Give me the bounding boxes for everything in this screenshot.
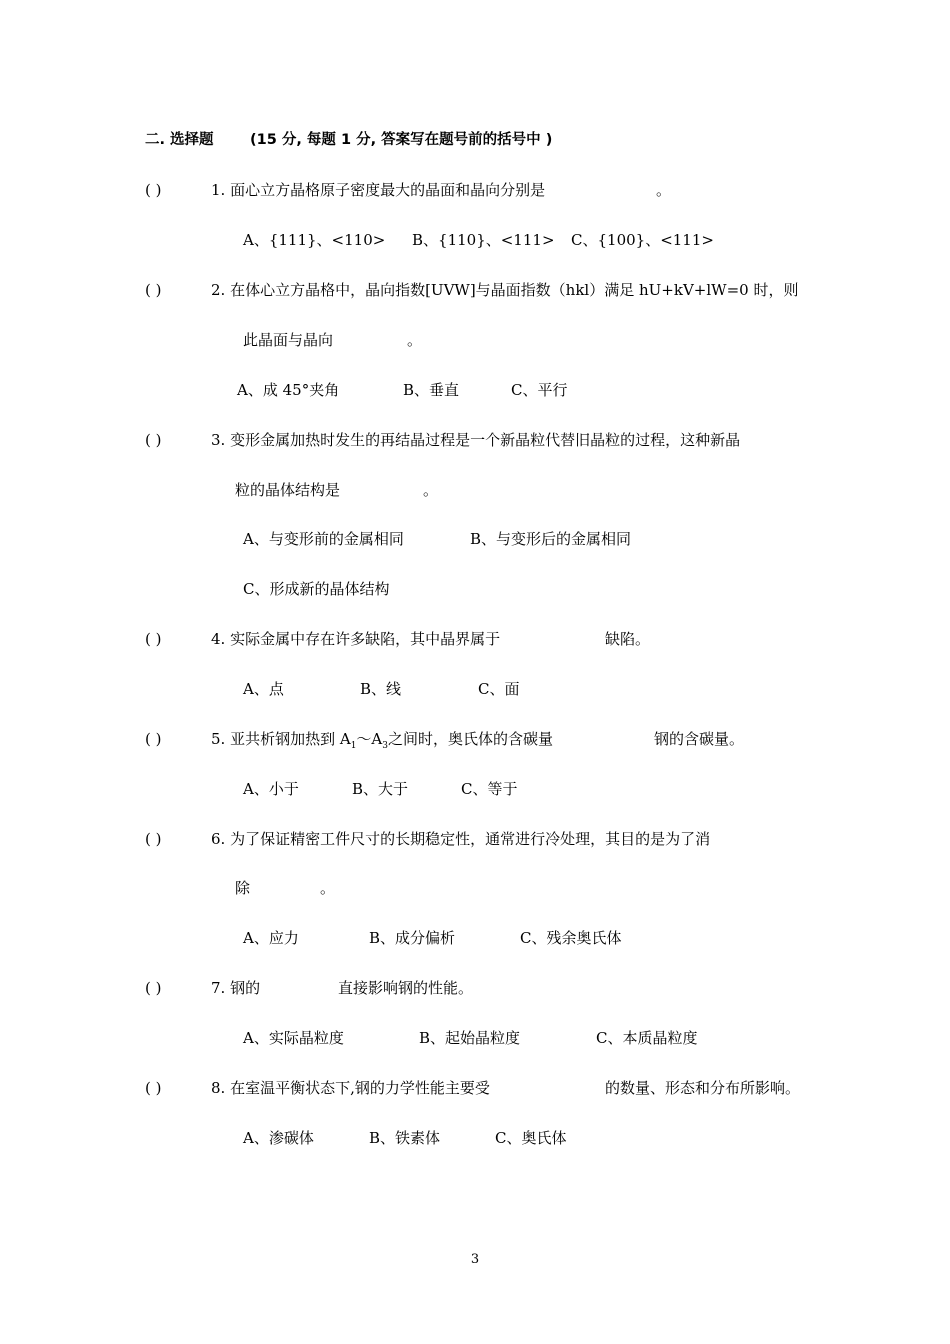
answer-paren-5: ( ) [145, 730, 162, 748]
answer-paren-7: ( ) [145, 979, 162, 997]
answer-paren-8: ( ) [145, 1079, 162, 1097]
section-title: 二. 选择题 [145, 132, 214, 148]
question-8-option-a: A、渗碳体 [243, 1129, 314, 1147]
question-8-blank-end: 的数量、形态和分布所影响。 [605, 1079, 801, 1097]
answer-paren-4: ( ) [145, 630, 162, 648]
question-4-blank-end: 缺陷。 [605, 630, 651, 648]
question-5-stem-pre: 5. 亚共析钢加热到 A [211, 730, 351, 748]
question-2-option-c: C、平行 [511, 381, 568, 399]
question-7-option-c: C、本质晶粒度 [596, 1029, 698, 1047]
question-7-option-a: A、实际晶粒度 [243, 1029, 344, 1047]
question-6-stem-cont: 除 [235, 879, 251, 897]
question-4-stem: 4. 实际金属中存在许多缺陷，其中晶界属于 [211, 630, 501, 648]
question-4-option-b: B、线 [360, 680, 402, 698]
answer-paren-2: ( ) [145, 281, 162, 299]
page-number: 3 [470, 1252, 480, 1267]
question-6-option-c: C、残余奥氏体 [520, 929, 622, 947]
question-2-blank-end: 。 [407, 331, 423, 349]
question-5-option-c: C、等于 [461, 780, 518, 798]
question-6-option-a: A、应力 [243, 929, 299, 947]
question-7-blank-end: 直接影响钢的性能。 [338, 979, 474, 997]
question-4-option-a: A、点 [243, 680, 284, 698]
question-5-stem [211, 729, 553, 756]
question-3-stem-cont: 粒的晶体结构是 [235, 481, 341, 499]
question-7-stem: 7. 钢的 [211, 979, 261, 997]
question-2-option-b: B、垂直 [403, 381, 460, 399]
question-6-blank-end: 。 [320, 879, 336, 897]
question-1-blank-end: 。 [656, 181, 672, 199]
section-instruction: (15 分, 每题 1 分, 答案写在题号前的括号中 ) [250, 132, 553, 148]
question-5-option-a: A、小于 [243, 780, 299, 798]
question-8-stem: 8. 在室温平衡状态下,钢的力学性能主要受 [211, 1079, 490, 1097]
question-7-option-b: B、起始晶粒度 [419, 1029, 521, 1047]
question-8-option-c: C、奥氏体 [495, 1129, 567, 1147]
question-1-stem: 1. 面心立方晶格原子密度最大的晶面和晶向分别是 [211, 181, 546, 199]
question-5-stem-post: 之间时，奥氏体的含碳量 [388, 730, 554, 748]
subscript-1: 1 [350, 741, 357, 751]
answer-paren-1: ( ) [145, 181, 162, 199]
question-1-option-c: C、{100}、<111> [571, 231, 714, 249]
question-6-stem: 6. 为了保证精密工件尺寸的长期稳定性，通常进行冷处理，其目的是为了消 [211, 830, 711, 848]
question-5-tilde: ～A [356, 730, 383, 748]
question-1-option-b: B、{110}、<111> [412, 231, 555, 249]
question-3-blank-end: 。 [423, 481, 439, 499]
question-3-stem: 3. 变形金属加热时发生的再结晶过程是一个新晶粒代替旧晶粒的过程，这种新晶 [211, 431, 741, 449]
answer-paren-6: ( ) [145, 830, 162, 848]
question-4-option-c: C、面 [478, 680, 520, 698]
subscript-3: 3 [382, 741, 388, 751]
question-5-blank-end: 钢的含碳量。 [654, 730, 745, 748]
question-3-option-b: B、与变形后的金属相同 [470, 530, 632, 548]
question-1-option-a: A、{111}、<110> [243, 231, 386, 249]
question-5-option-b: B、大于 [352, 780, 409, 798]
question-6-option-b: B、成分偏析 [369, 929, 456, 947]
question-3-option-c: C、形成新的晶体结构 [243, 580, 390, 598]
question-3-option-a: A、与变形前的金属相同 [243, 530, 404, 548]
question-2-option-a: A、成 45°夹角 [237, 381, 340, 399]
question-8-option-b: B、铁素体 [369, 1129, 441, 1147]
question-2-stem: 2. 在体心立方晶格中，晶向指数[UVW]与晶面指数（hkl）满足 hU+kV+lW=0 时，则 [211, 281, 799, 299]
question-2-stem-cont: 此晶面与晶向 [243, 331, 334, 349]
answer-paren-3: ( ) [145, 431, 162, 449]
